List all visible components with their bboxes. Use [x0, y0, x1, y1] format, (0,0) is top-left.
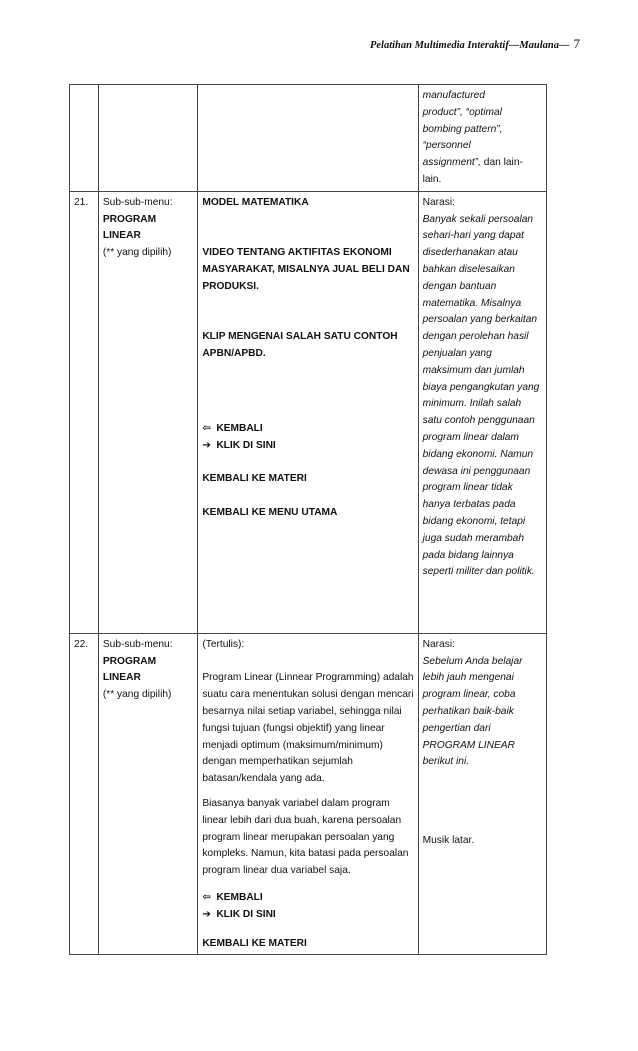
menu-label: Sub-sub-menu:: [102, 196, 173, 208]
menu-label: Sub-sub-menu:: [102, 638, 173, 650]
cell-content: [198, 633, 418, 955]
narration-text: Sebelum Anda belajar lebih jauh mengenai program linear, coba perhatikan baik-baik pengertian dari PROGRAM LINEAR berikut ini.: [422, 655, 523, 768]
arrow-right-icon: ➔: [202, 908, 211, 920]
arrow-left-icon: ⇦: [202, 422, 211, 434]
page-number: 7: [573, 36, 580, 51]
cell-narration: [418, 191, 546, 633]
definition-paragraph: Program Linear (Linnear Programming) adalah suatu cara menentukan solusi dengan mencari besarnya nilai setiap variabel, sehingga nilai fungsi tujuan (fungsi objektif) yang linear menjadi optimum (maksimum/minimum) dengan memperhatikan sejumlah batasan/kendala yang ada.: [202, 672, 414, 785]
page-header: [0, 36, 580, 52]
row-number: 22.: [70, 633, 99, 955]
cell-menu: [98, 191, 197, 633]
menu-name: PROGRAM: [102, 213, 157, 225]
narration-line: product”, “optimal: [422, 106, 502, 118]
narration-line: “personnel: [422, 140, 471, 152]
back-to-main-menu-link[interactable]: KEMBALI KE MENU UTAMA: [202, 506, 338, 518]
back-to-material-link[interactable]: KEMBALI KE MATERI: [202, 473, 307, 485]
click-here-link[interactable]: ➔ KLIK DI SINI: [202, 438, 414, 455]
explanation-paragraph: Biasanya banyak variabel dalam program linear lebih dari dua buah, karena persoalan program linear merupakan persoalan yang kompleks. Namun, kita batasi pada persoalan program linear dua variabel saja.: [202, 797, 409, 877]
cell-no: [70, 85, 99, 192]
music-note: Musik latar.: [422, 835, 475, 847]
narration-label: Narasi:: [422, 638, 455, 650]
cell-narration: [418, 85, 546, 192]
table-row: [70, 191, 547, 633]
menu-note: (** yang dipilih): [102, 689, 172, 701]
table-row: [70, 633, 547, 955]
narration-line: bombing pattern”,: [422, 123, 503, 135]
back-to-material-link[interactable]: KEMBALI KE MATERI: [202, 937, 307, 949]
video-description: VIDEO TENTANG AKTIFITAS EKONOMI MASYARAKAT, MISALNYA JUAL BELI DAN PRODUKSI.: [202, 247, 410, 292]
cell-menu: [98, 85, 197, 192]
cell-menu: [98, 633, 197, 955]
storyboard-table: [69, 84, 547, 955]
cell-narration: [418, 633, 546, 955]
back-link[interactable]: ⇦ KEMBALI: [202, 890, 414, 907]
cell-content: [198, 85, 418, 192]
narration-line: lain.: [422, 173, 442, 185]
table-row: [70, 85, 547, 192]
menu-name: LINEAR: [102, 230, 141, 242]
narration-text: Banyak sekali persoalan sehari-hari yang dapat disederhanakan atau bahkan diselesaikan dengan bantuan matematika. Misalnya persoalan yang berkaitan dengan perolehan hasil penjualan yang maksimum dan jumlah biaya pengangkutan yang minimum. Inilah salah satu contoh penggunaan program linear dalam bidang ekonomi. Namun dewasa ini penggunaan program linear tidak hanya terbatas pada bidang ekonomi, tetapi juga sudah merambah pada bidang lainnya seperti militer dan politik.: [422, 213, 540, 578]
click-here-link[interactable]: ➔ KLIK DI SINI: [202, 907, 414, 924]
written-label: (Tertulis):: [202, 638, 245, 650]
content-title: MODEL MATEMATIKA: [202, 196, 309, 208]
cell-content: [198, 191, 418, 633]
narration-line: assignment”, dan lain-: [422, 157, 523, 169]
clip-description: KLIP MENGENAI SALAH SATU CONTOH APBN/APBD.: [202, 331, 398, 359]
menu-name: LINEAR: [102, 672, 141, 684]
menu-name: PROGRAM: [102, 655, 157, 667]
back-link[interactable]: ⇦ KEMBALI: [202, 421, 414, 438]
arrow-left-icon: ⇦: [202, 891, 211, 903]
menu-note: (** yang dipilih): [102, 247, 172, 259]
header-title: Pelatihan Multimedia Interaktif—Maulana—: [369, 40, 570, 51]
row-number: 21.: [70, 191, 99, 633]
narration-label: Narasi:: [422, 196, 455, 208]
narration-line: manufactured: [422, 90, 485, 101]
arrow-right-icon: ➔: [202, 439, 211, 451]
